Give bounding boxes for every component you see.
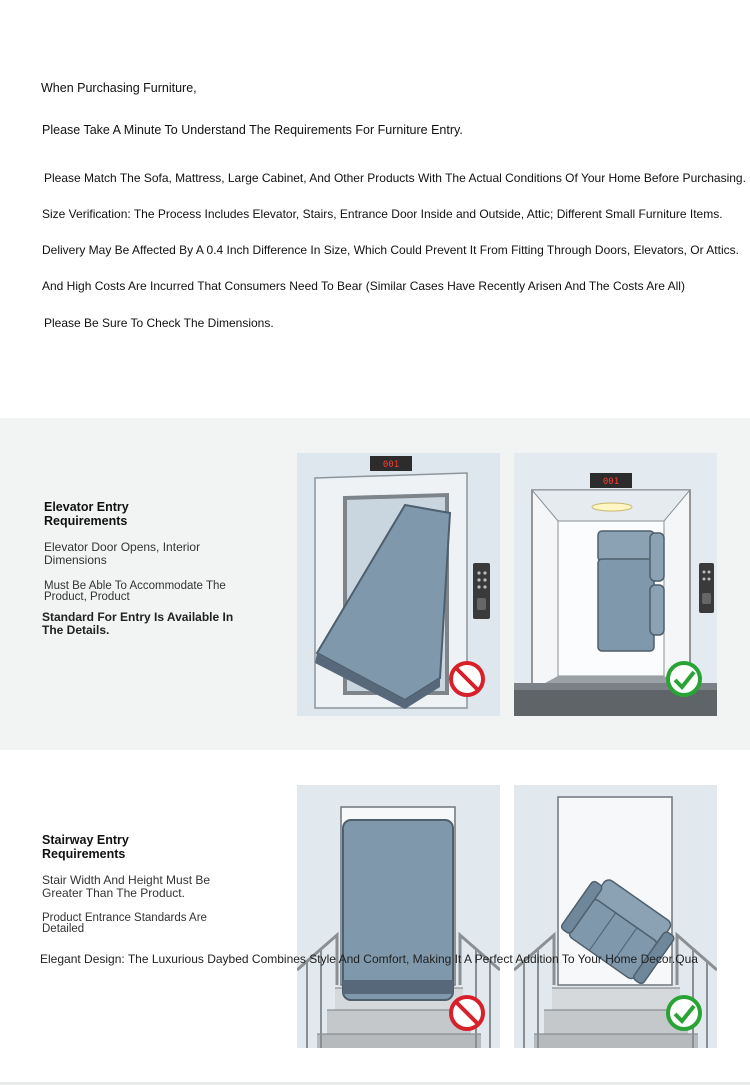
call-panel-icon [699, 563, 714, 613]
intro-line: Delivery May Be Affected By A 0.4 Inch Difference In Size, Which Could Prevent It From Fitting Through Doors, Elevators, Or Attics. [42, 243, 739, 257]
intro-line: And High Costs Are Incurred That Consumers Need To Bear (Similar Cases Have Recently Arisen And The Costs Are All) [42, 279, 685, 293]
product-description-overlay: Elegant Design: The Luxurious Daybed Combines Style And Comfort, Making It A Perfect Addition To Your Home Decor.Qua [40, 952, 698, 966]
intro-subheading: Please Take A Minute To Understand The Requirements For Furniture Entry. [42, 123, 463, 137]
elevator-text-2: Must Be Able To Accommodate The Product, Product [44, 580, 226, 603]
floor-display: 001 [602, 477, 620, 487]
no-entry-icon [451, 997, 483, 1029]
ceiling-light-icon [592, 503, 632, 511]
elevator-title: Elevator Entry Requirements [44, 500, 129, 528]
intro-line: Please Be Sure To Check The Dimensions. [44, 316, 274, 330]
stairway-text-2: Product Entrance Standards Are Detailed [42, 912, 207, 935]
check-icon [668, 997, 700, 1029]
stairway-correct-illustration [514, 785, 717, 1048]
stairway-title: Stairway Entry Requirements [42, 833, 129, 861]
intro-line: Size Verification: The Process Includes Elevator, Stairs, Entrance Door Inside and Outside, Attic; Different Small Furniture Items. [42, 207, 723, 221]
stairway-wrong-illustration [297, 785, 500, 1048]
no-entry-icon [451, 663, 483, 695]
elevator-text-1: Elevator Door Opens, Interior Dimensions [44, 540, 201, 567]
intro-heading: When Purchasing Furniture, [41, 81, 197, 95]
call-panel-icon [473, 563, 490, 619]
elevator-text-3: Standard For Entry Is Available In The Details. [42, 610, 234, 637]
intro-line: Please Match The Sofa, Mattress, Large Cabinet, And Other Products With The Actual Conditions Of Your Home Before Purchasing. [44, 171, 746, 185]
elevator-correct-illustration [514, 453, 717, 716]
elevator-wrong-illustration [297, 453, 500, 716]
stairway-text-1: Stair Width And Height Must Be Greater Than The Product. [42, 873, 211, 900]
check-icon [668, 663, 700, 695]
floor-display: 001 [382, 460, 400, 470]
